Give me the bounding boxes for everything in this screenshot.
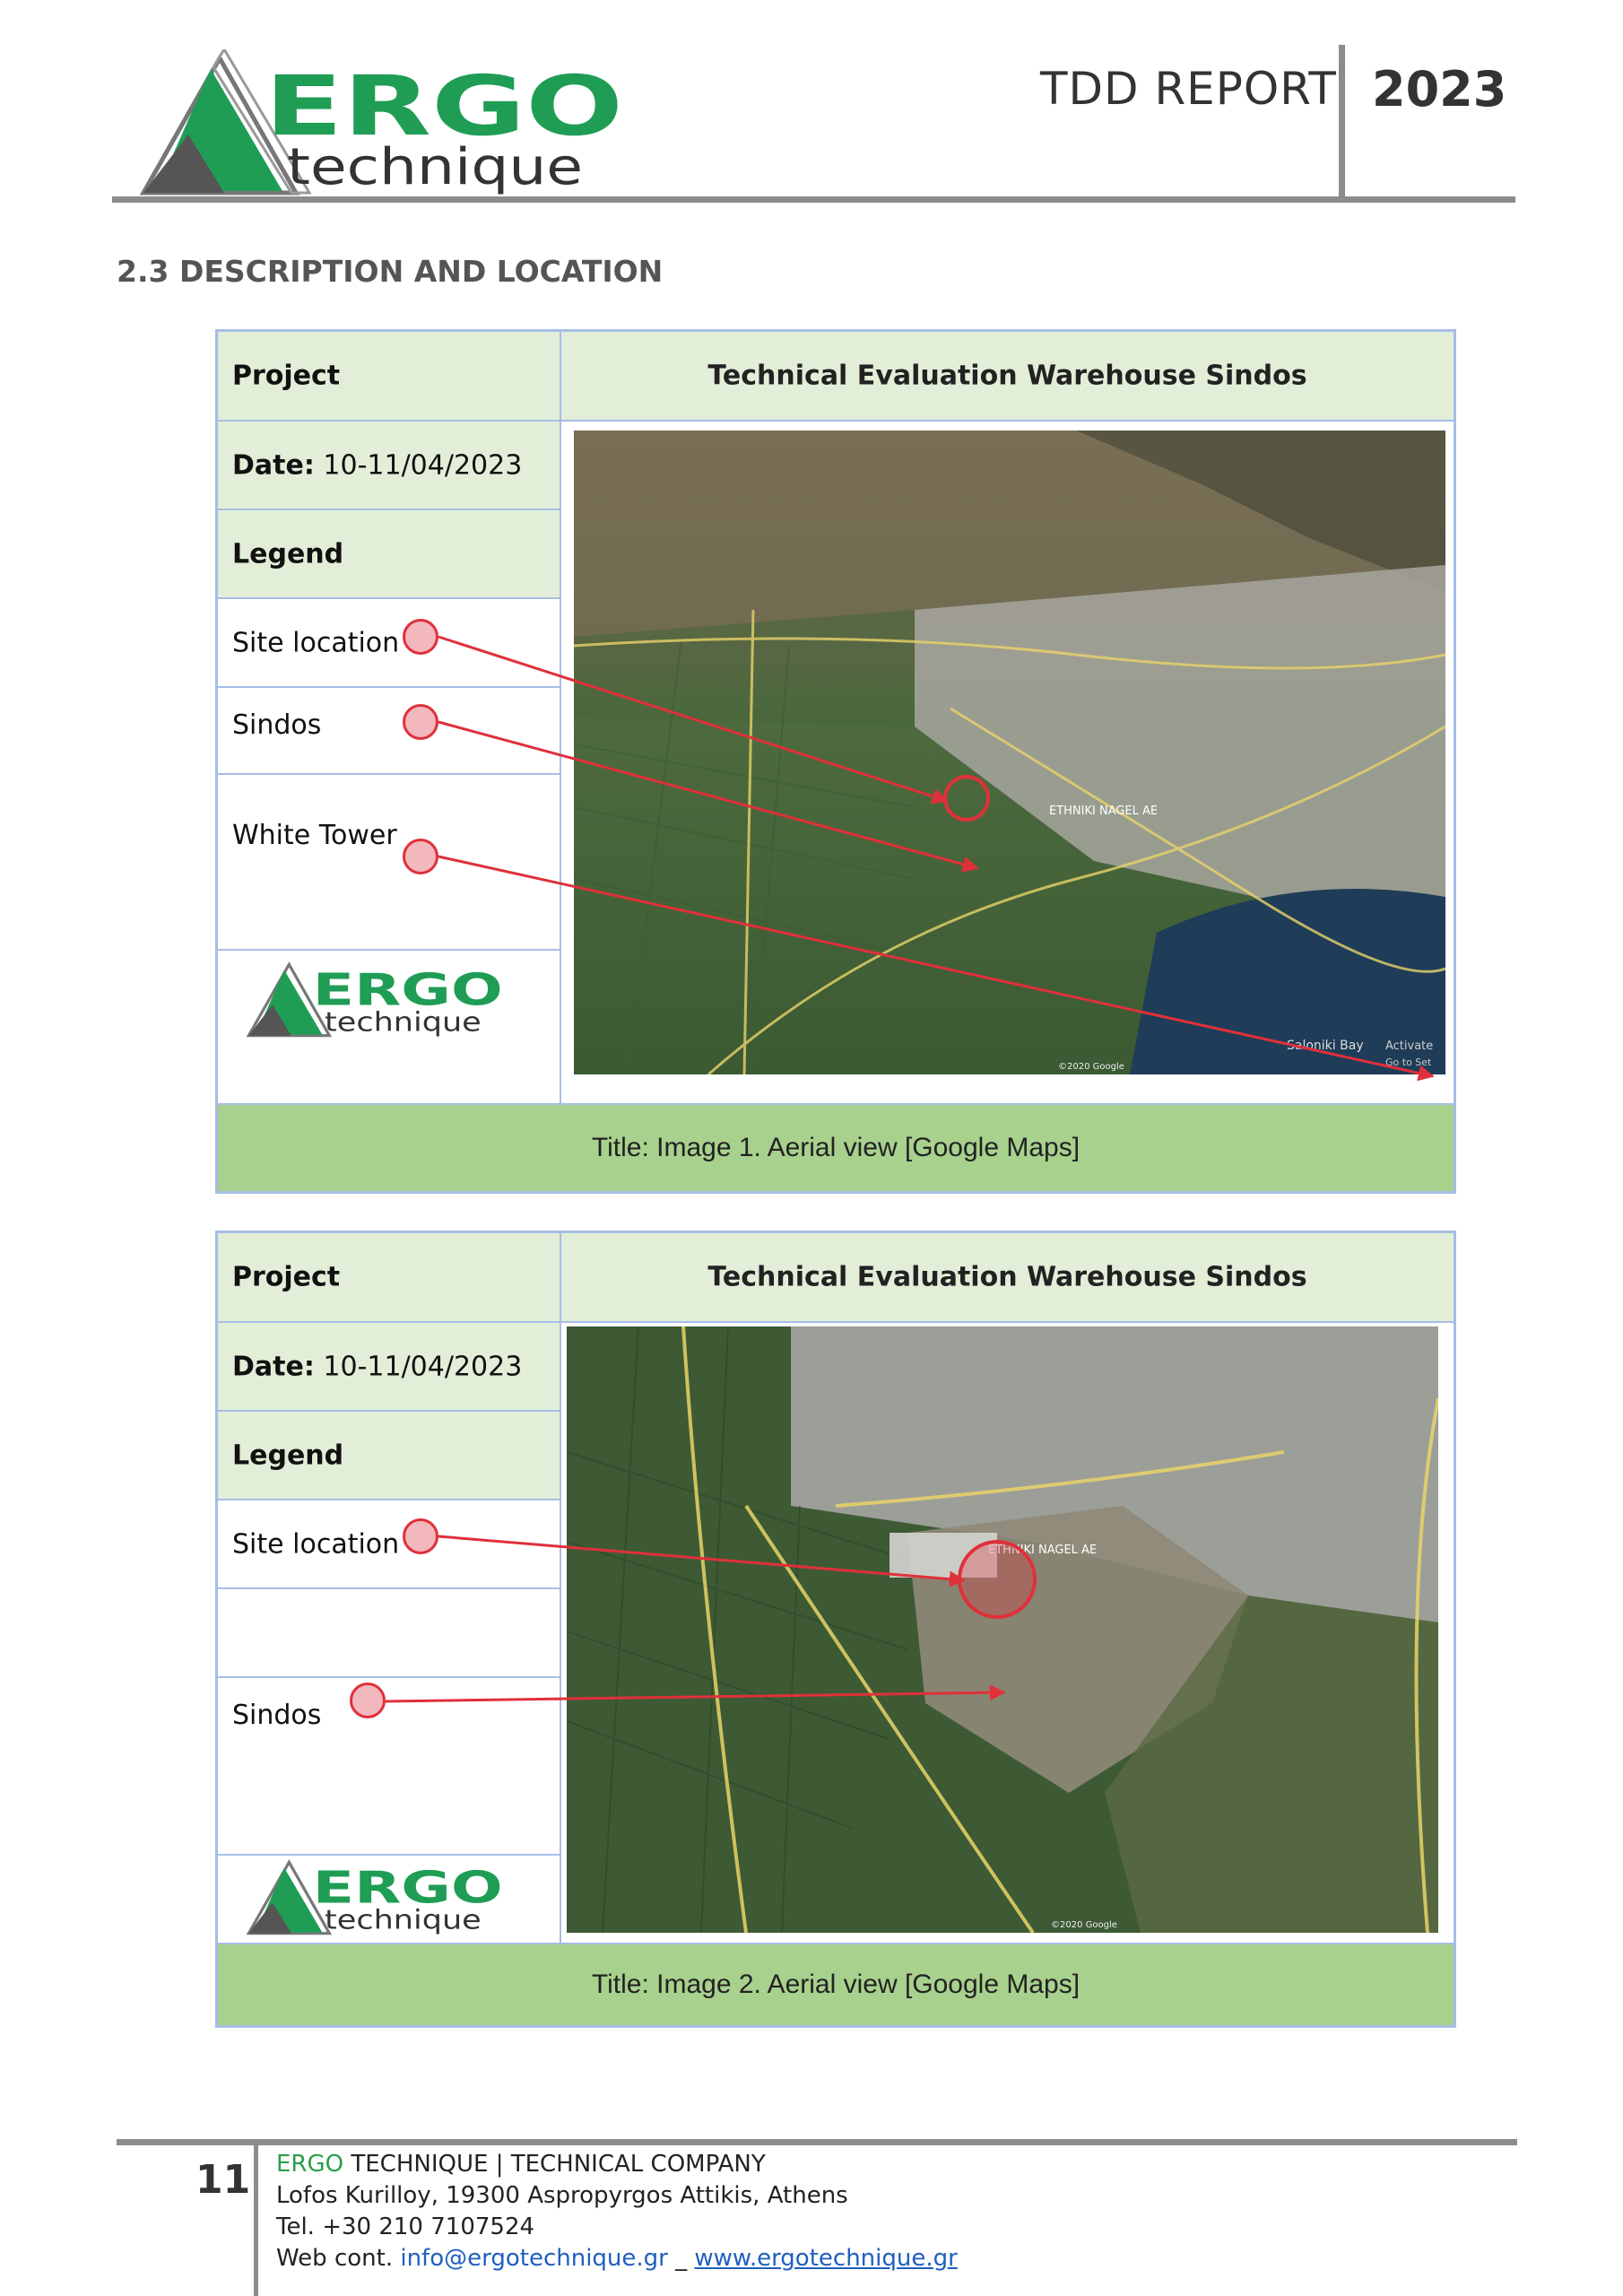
footer-company: ERGO TECHNIQUE | TECHNICAL COMPANY xyxy=(276,2151,766,2178)
svg-text:Saloniki Bay: Saloniki Bay xyxy=(1287,1039,1364,1053)
date-cell: Date: 10-11/04/2023 xyxy=(217,421,560,509)
project-value-cell: Technical Evaluation Warehouse Sindos xyxy=(560,331,1454,421)
footer-address: Lofos Kurilloy, 19300 Aspropyrgos Attikis, Athens xyxy=(276,2182,848,2209)
svg-text:ETHNIKI NAGEL AE: ETHNIKI NAGEL AE xyxy=(1049,804,1159,818)
svg-text:©2020 Google: ©2020 Google xyxy=(1051,1920,1117,1930)
svg-text:Go to Set: Go to Set xyxy=(1385,1057,1432,1068)
footer-rule xyxy=(117,2139,1517,2145)
report-year: 2023 xyxy=(1372,61,1507,117)
svg-text:ERGO: ERGO xyxy=(265,58,623,154)
legend-item-site-location: Site location xyxy=(217,1500,560,1588)
svg-text:technique: technique xyxy=(325,1005,482,1038)
legend-item-site-location: Site location xyxy=(217,598,560,687)
project-value-cell: Technical Evaluation Warehouse Sindos xyxy=(560,1232,1454,1322)
legend-label-cell: Legend xyxy=(217,509,560,598)
legend-item-sindos: Sindos xyxy=(217,1677,560,1855)
legend-item-sindos: Sindos xyxy=(217,687,560,774)
footer-divider xyxy=(254,2139,258,2296)
date-cell: Date: 10-11/04/2023 xyxy=(217,1322,560,1411)
footer-web: Web cont. info@ergotechnique.gr _ www.ergotechnique.gr xyxy=(276,2245,958,2272)
caption-cell: Title: Image 2. Aerial view [Google Maps] xyxy=(217,1944,1454,2026)
project-label-cell: Project xyxy=(217,331,560,421)
email-link[interactable]: info@ergotechnique.gr xyxy=(400,2245,668,2272)
section-title: 2.3 DESCRIPTION AND LOCATION xyxy=(117,254,664,289)
legend-item-white-tower: White Tower xyxy=(217,774,560,950)
svg-text:ERGO: ERGO xyxy=(312,1863,503,1914)
caption-cell: Title: Image 1. Aerial view [Google Maps] xyxy=(217,1104,1454,1192)
legend-label-cell: Legend xyxy=(217,1411,560,1500)
svg-text:technique: technique xyxy=(325,1903,482,1935)
svg-text:ETHNIKI NAGEL AE: ETHNIKI NAGEL AE xyxy=(988,1544,1098,1557)
footer-phone: Tel. +30 210 7107524 xyxy=(276,2213,535,2240)
svg-text:technique: technique xyxy=(287,138,583,196)
svg-text:Activate: Activate xyxy=(1385,1039,1434,1053)
page-number: 11 xyxy=(195,2157,251,2203)
svg-text:ERGO: ERGO xyxy=(312,965,503,1016)
project-label-cell: Project xyxy=(217,1232,560,1322)
svg-text:©2020 Google: ©2020 Google xyxy=(1058,1062,1124,1072)
report-title: TDD REPORT xyxy=(1040,63,1337,115)
website-link[interactable]: www.ergotechnique.gr xyxy=(694,2245,958,2272)
